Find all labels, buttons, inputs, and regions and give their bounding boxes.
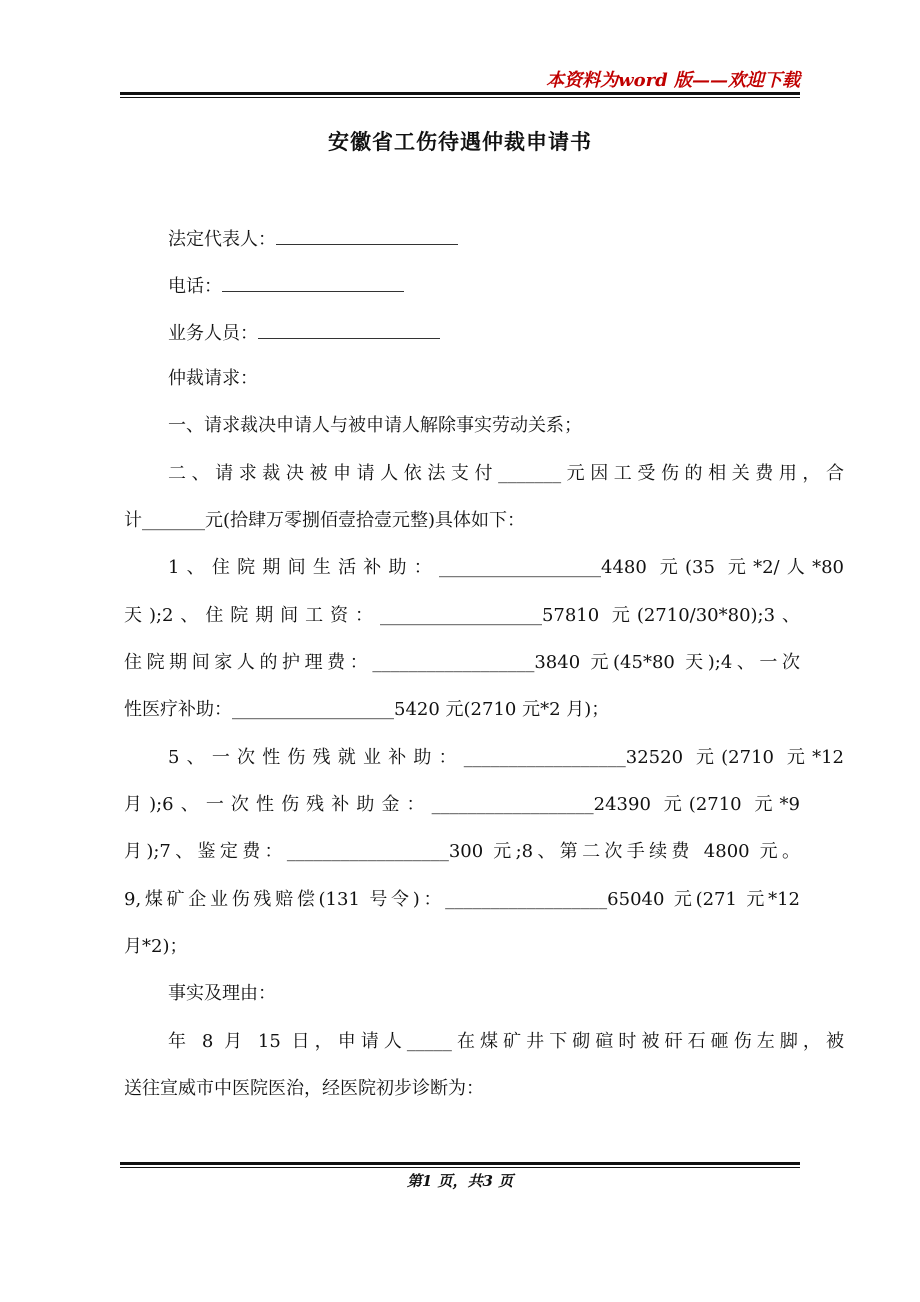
detail-line-8: 9,煤矿企业伤残赔偿(131 号令)：__________________65040 元(271 元*12 [124,889,800,910]
phone-field [124,273,844,299]
detail-line-7: 月);7、鉴定费：__________________300 元;8、第二次手续费 4800 元。 [124,841,800,862]
header-banner: 本资料为word 版——欢迎下载 [546,70,800,91]
facts-line-2: 送往宣威市中医院医治，经医院初步诊断为： [124,1078,484,1099]
facts-line-1: 年 8 月 15 日，申请人_____在煤矿井下砌碹时被矸石砸伤左脚，被 [168,1031,844,1052]
phone-label: 电话： [168,276,222,297]
detail-line-2: 天);2、住院期间工资：__________________57810 元(2710/30*80);3、 [124,605,800,626]
detail-line-4: 性医疗补助：__________________5420 元(2710 元*2 月)； [124,699,610,720]
document-title: 安徽省工伤待遇仲裁申请书 [328,129,592,154]
header-rule-thin [120,97,800,98]
detail-line-6: 月);6、一次性伤残补助金：__________________24390 元(2710 元*9 [124,794,800,815]
detail-line-5: 5、一次性伤残就业补助：__________________32520 元(2710 元*12 [168,747,844,768]
claim-line-1: 一、请求裁决申请人与被申请人解除事实劳动关系； [168,415,582,436]
detail-line-3: 住院期间家人的护理费：__________________3840 元(45*80 天);4、一次 [124,652,800,673]
page-number: 第1 页，共3 页 [406,1172,514,1190]
footer-rule [120,1162,800,1165]
claim-line-2: 二、请求裁决被申请人依法支付_______元因工受伤的相关费用，合 [168,463,844,484]
detail-line-1: 1、住院期间生活补助：__________________4480 元(35 元*2/人*80 [168,557,844,578]
claim-line-3: 计_______元(拾肆万零捌佰壹拾壹元整)具体如下： [124,510,526,531]
footer-rule-thin [120,1167,800,1168]
header-rule [120,92,800,95]
legal-rep-field [124,226,844,252]
legal-rep-label: 法定代表人： [168,229,276,250]
legal-rep-blank [276,226,458,245]
staff-label: 业务人员： [168,323,258,344]
phone-blank [222,273,404,292]
facts-heading: 事实及理由： [168,983,276,1004]
claims-heading: 仲裁请求： [168,368,258,389]
staff-blank [258,320,440,339]
staff-field [124,320,844,346]
detail-line-9: 月*2)； [124,936,188,957]
